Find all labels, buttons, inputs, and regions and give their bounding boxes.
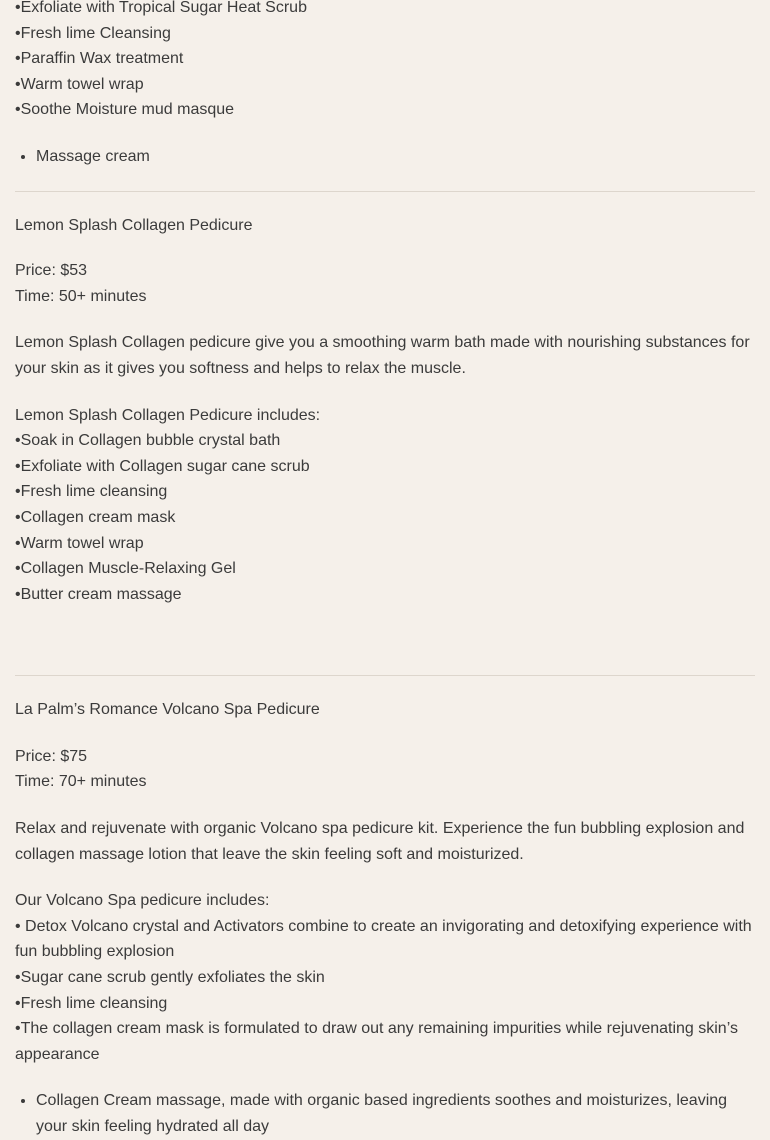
include-item: • Detox Volcano crystal and Activators combine to create an invigorating and detoxifying experience with fun bubbling explosion bbox=[15, 917, 752, 961]
bullet-item: • Massage cream bbox=[36, 144, 755, 170]
includes-heading: Lemon Splash Collagen Pedicure includes: bbox=[15, 406, 321, 424]
previous-includes-list bbox=[15, 0, 755, 123]
include-item: •Warm towel wrap bbox=[15, 534, 144, 552]
include-item: •Paraffin Wax treatment bbox=[15, 50, 184, 68]
include-item: •Soothe Moisture mud masque bbox=[15, 101, 235, 119]
include-item: •Butter cream massage bbox=[15, 585, 182, 603]
bullet-list bbox=[15, 1088, 755, 1139]
includes-list bbox=[15, 428, 755, 607]
service-time: Time: 50+ minutes bbox=[15, 287, 147, 305]
previous-bullet-list bbox=[15, 144, 755, 170]
include-item: •Fresh lime Cleansing bbox=[15, 24, 171, 42]
include-item: •Collagen Muscle-Relaxing Gel bbox=[15, 560, 236, 578]
includes-list bbox=[15, 914, 755, 1068]
service-time: Time: 70+ minutes bbox=[15, 773, 147, 791]
include-item: •Collagen cream mask bbox=[15, 508, 176, 526]
service-price: Price: $75 bbox=[15, 747, 88, 765]
include-item: •Fresh lime cleansing bbox=[15, 483, 168, 501]
include-item: •The collagen cream mask is formulated to draw out any remaining impurities while rejuvenating skin’s appearance bbox=[15, 1020, 738, 1063]
pedicure-menu-page bbox=[15, 0, 755, 1140]
service-description: Relax and rejuvenate with organic Volcano spa pedicure kit. Experience the fun bubbling explosion and collagen massage lotion that leave the skin feeling soft and moisturized. bbox=[15, 820, 745, 863]
include-item: •Fresh lime cleansing bbox=[15, 994, 168, 1012]
includes-heading: Our Volcano Spa pedicure includes: bbox=[15, 892, 270, 910]
service-description: Lemon Splash Collagen pedicure give you a smoothing warm bath made with nourishing substances for your skin as it gives you softness and helps to relax the muscle. bbox=[15, 334, 750, 377]
bullet-item: • Collagen Cream massage, made with organic based ingredients soothes and moisturizes, leaving your skin feeling hydrated all day bbox=[36, 1088, 755, 1139]
include-item: •Exfoliate with Collagen sugar cane scrub bbox=[15, 457, 310, 475]
include-item: •Sugar cane scrub gently exfoliates the skin bbox=[15, 969, 325, 987]
include-item: •Exfoliate with Tropical Sugar Heat Scrub bbox=[15, 0, 307, 16]
service-title: Lemon Splash Collagen Pedicure bbox=[15, 216, 253, 234]
service-title: La Palm’s Romance Volcano Spa Pedicure bbox=[15, 701, 320, 719]
include-item: •Soak in Collagen bubble crystal bath bbox=[15, 432, 281, 450]
include-item: •Warm towel wrap bbox=[15, 75, 144, 93]
service-price: Price: $53 bbox=[15, 262, 88, 280]
